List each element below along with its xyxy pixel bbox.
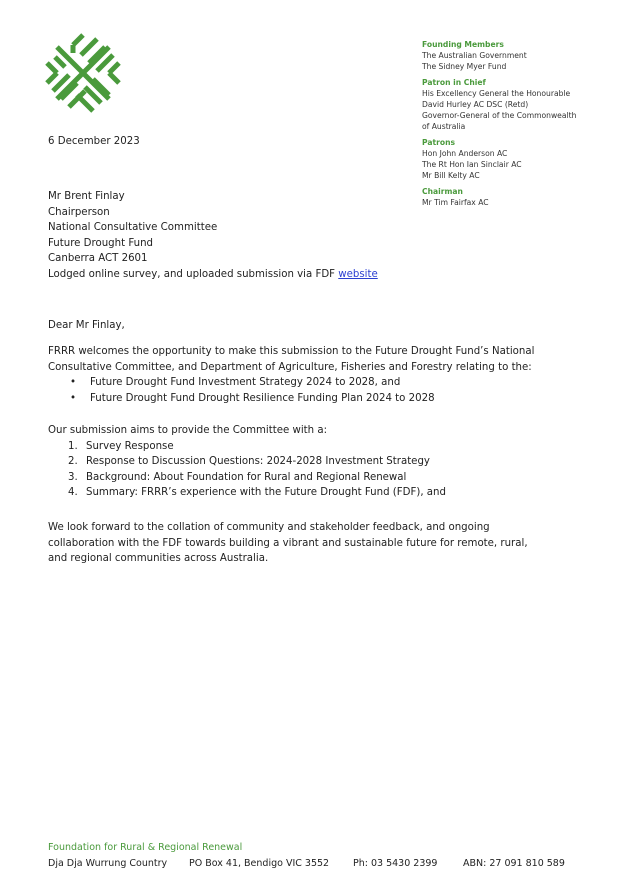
sidebar-group-founding-members [422, 39, 612, 72]
aim-number: 4. [68, 487, 78, 499]
sidebar-line: Hon John Anderson AC [422, 149, 508, 158]
aim-item [48, 470, 446, 486]
address-line: Canberra ACT 2601 [48, 253, 148, 265]
footer-address: PO Box 41, Bendigo VIC 3552 [189, 858, 330, 869]
sidebar-line: The Rt Hon Ian Sinclair AC [422, 160, 522, 169]
lodged-text: Lodged online survey, and uploaded submission via FDF [48, 268, 339, 280]
organization-sidebar [422, 39, 612, 213]
intro-paragraph [48, 344, 534, 406]
sidebar-group-chairman [422, 186, 612, 208]
salutation: Dear Mr Finlay, [48, 320, 125, 331]
address-line: Chairperson [48, 206, 110, 218]
paragraph-line: Consultative Committee, and Department of Agriculture, Fisheries and Forestry relating to the: [48, 361, 532, 373]
sidebar-group-patrons [422, 137, 612, 181]
footer-phone: Ph: 03 5430 2399 [353, 858, 438, 869]
aim-text: Response to Discussion Questions: 2024-2028 Investment Strategy [86, 456, 430, 468]
sidebar-line: of Australia [422, 122, 466, 131]
aims-block [48, 423, 446, 501]
aim-number: 1. [68, 440, 78, 452]
aim-number: 3. [68, 471, 78, 483]
address-line: National Consultative Committee [48, 222, 218, 234]
bullet-item [48, 375, 534, 391]
aims-intro: Our submission aims to provide the Committee with a: [48, 425, 328, 436]
aim-number: 2. [68, 456, 78, 468]
sidebar-line: David Hurley AC DSC (Retd) [422, 100, 529, 109]
frrr-logo-icon [43, 33, 123, 113]
paragraph-line: FRRR welcomes the opportunity to make this submission to the Future Drought Fund’s National [48, 346, 535, 357]
bullet-item [48, 391, 534, 407]
sidebar-heading: Chairman [422, 187, 463, 196]
bullet-icon: • [70, 392, 77, 404]
aim-item [48, 485, 446, 501]
letter-date: 6 December 2023 [48, 136, 140, 147]
sidebar-line: His Excellency General the Honourable [422, 89, 571, 98]
footer-country: Dja Dja Wurrung Country [48, 858, 168, 869]
recipient-address [48, 189, 378, 283]
bullet-icon: • [70, 377, 77, 389]
sidebar-line: The Sidney Myer Fund [422, 62, 507, 71]
bullet-text: Future Drought Fund Drought Resilience Funding Plan 2024 to 2028 [90, 392, 435, 404]
sidebar-line: Mr Bill Kelty AC [422, 171, 480, 180]
paragraph-line: and regional communities across Australia. [48, 553, 269, 565]
website-link[interactable]: website [338, 268, 378, 280]
aim-text: Background: About Foundation for Rural and Regional Renewal [86, 471, 407, 483]
footer [48, 842, 565, 872]
aim-item [48, 439, 446, 455]
sidebar-heading: Founding Members [422, 40, 504, 49]
address-line: Future Drought Fund [48, 237, 154, 249]
closing-paragraph [48, 520, 528, 567]
footer-org-name: Foundation for Rural & Regional Renewal [48, 842, 243, 853]
bullet-text: Future Drought Fund Investment Strategy 2024 to 2028, and [90, 377, 401, 389]
sidebar-line: Mr Tim Fairfax AC [422, 198, 489, 207]
letter-date-block [48, 134, 140, 150]
salutation-block [48, 318, 125, 334]
aim-text: Survey Response [86, 440, 174, 452]
footer-abn: ABN: 27 091 810 589 [463, 858, 565, 869]
sidebar-line: Governor-General of the Commonwealth [422, 111, 577, 120]
lodged-line [48, 267, 378, 283]
paragraph-line: We look forward to the collation of community and stakeholder feedback, and ongoing [48, 522, 490, 533]
sidebar-line: The Australian Government [422, 51, 527, 60]
sidebar-heading: Patron in Chief [422, 78, 486, 87]
aim-item [48, 454, 446, 470]
paragraph-line: collaboration with the FDF towards building a vibrant and sustainable future for remote, rural, [48, 537, 528, 549]
address-line: Mr Brent Finlay [48, 191, 125, 202]
footer-details [48, 856, 565, 872]
sidebar-heading: Patrons [422, 138, 456, 147]
sidebar-group-patron-in-chief [422, 77, 612, 132]
aim-text: Summary: FRRR’s experience with the Future Drought Fund (FDF), and [86, 487, 446, 499]
